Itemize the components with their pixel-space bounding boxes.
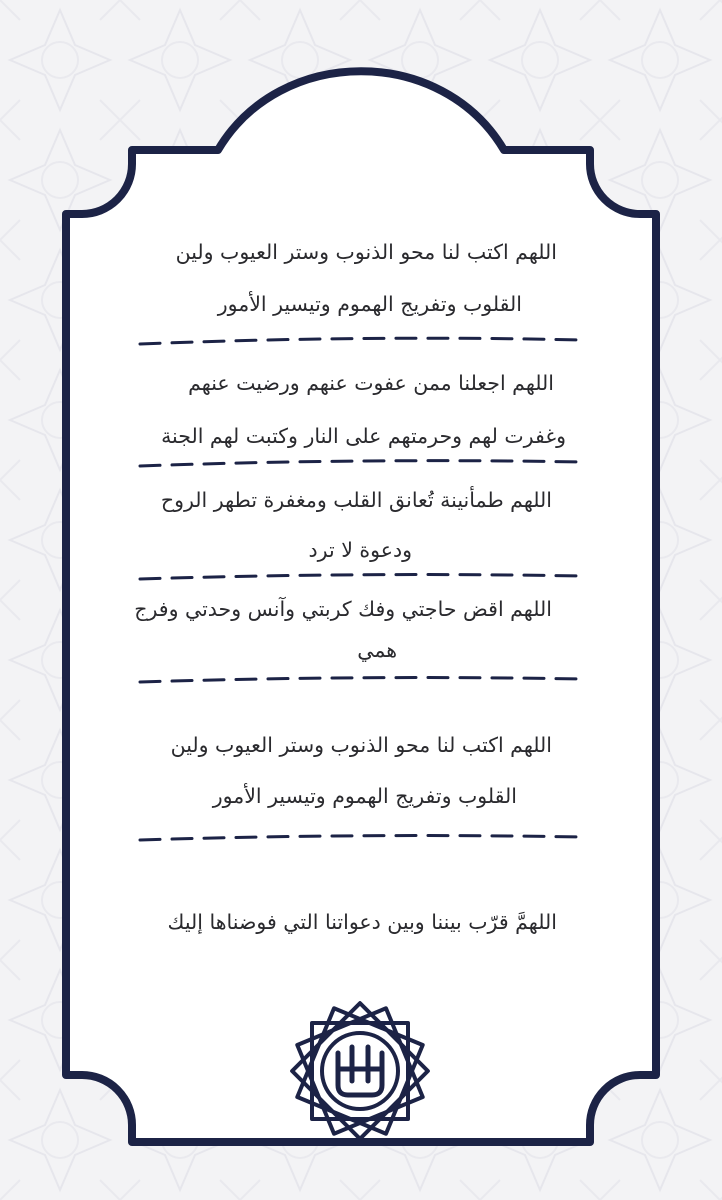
divider-2 [140,461,582,466]
divider-5 [140,836,582,840]
dua-1-line-1: اللهم اكتب لنا محو الذنوب وستر العيوب ولين [175,240,557,264]
dua-2-line-2: وغفرت لهم وحرمتهم على النار وكتبت لهم الجنة [161,424,566,448]
dua-3-line-2: ودعوة لا ترد [308,538,412,562]
dua-5-line-1: اللهم اكتب لنا محو الذنوب وستر العيوب ولين [170,733,552,757]
divider-3 [140,575,582,579]
dua-5-line-2: القلوب وتفريج الهموم وتيسير الأمور [212,784,517,808]
dua-1-line-2: القلوب وتفريج الهموم وتيسير الأمور [217,292,522,316]
dua-4-line-2: همي [357,638,397,662]
dua-6-line-1: اللهمَّ قرّب بيننا وبين دعواتنا التي فوضناها إليك [167,910,557,934]
dua-4-line-1: اللهم اقض حاجتي وفك كربتي وآنس وحدتي وفرج [134,597,552,621]
divider-1 [140,338,582,344]
divider-4 [140,678,582,682]
islamic-rosette-icon [285,996,435,1146]
dua-3-line-1: اللهم طمأنينة تُعانق القلب ومغفرة تطهر الروح [160,488,552,512]
dua-2-line-1: اللهم اجعلنا ممن عفوت عنهم ورضيت عنهم [188,371,554,395]
